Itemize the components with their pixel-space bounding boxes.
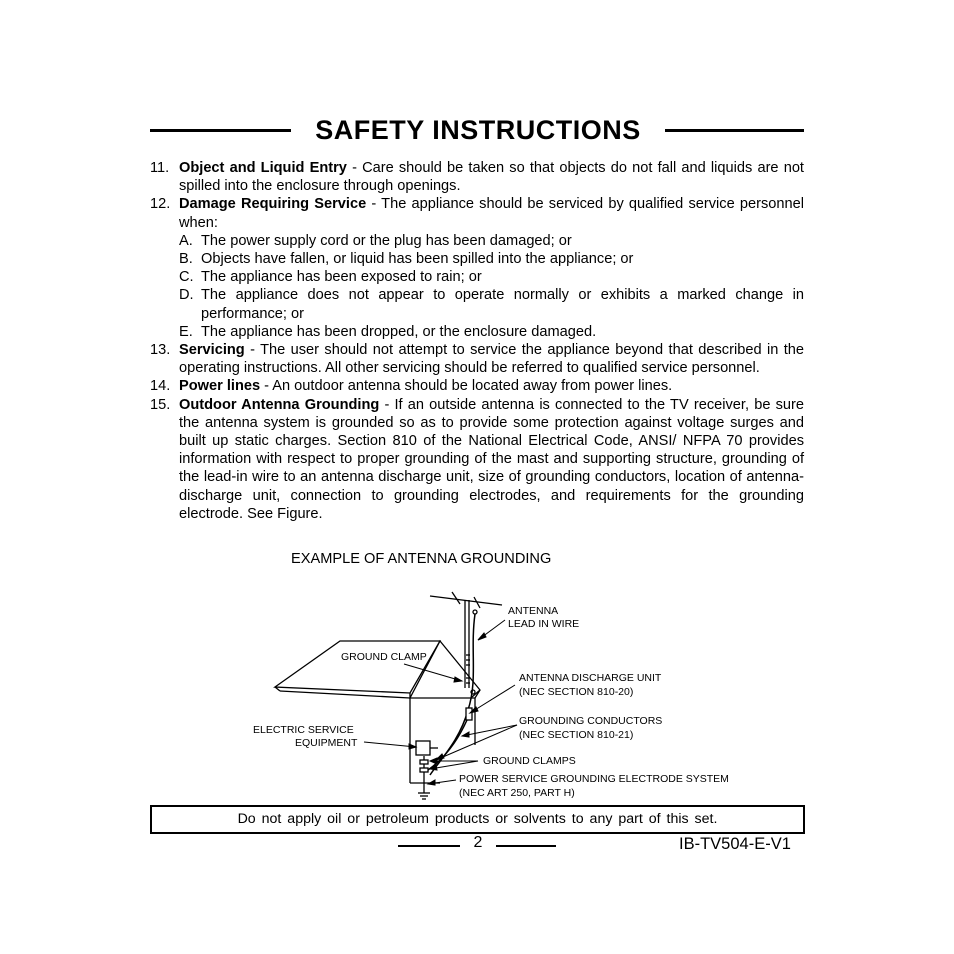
instruction-text: - If an outside antenna is connected to the TV receiver, be sure the antenna system is grounded so as to provide some protection against voltage surges and built up static charges. Section 810 of the National Electrical Code, ANSI/ NFPA 70 provides information with respect to proper grounding of the mast and supporting structure, grounding of the lead-in wire to an antenna discharge unit, size of grounding conductors, location of antenna-discharge unit, connection to grounding electrodes, and requirements for the grounding electrode. See Figure. [179, 396, 804, 522]
title-rule-left [150, 129, 291, 132]
instructions-list [150, 159, 804, 523]
sub-item-b: B. Objects have fallen, or liquid has been spilled into the appliance; or [179, 251, 634, 268]
sub-item-c: C. The appliance has been exposed to rain; or [179, 269, 482, 286]
instruction-text: - Care should be taken so that objects do not fall and liquids are not spilled into the enclosure through openings. [179, 160, 804, 195]
sub-item-e: E. The appliance has been dropped, or the enclosure damaged. [179, 323, 597, 340]
instruction-14: 14. Power lines - An outdoor antenna should be located away from power lines. [150, 378, 673, 395]
instruction-heading: Object and Liquid Entry [179, 160, 347, 176]
antenna-grounding-diagram [250, 590, 770, 802]
page-title: SAFETY INSTRUCTIONS [315, 115, 641, 145]
figure-title: EXAMPLE OF ANTENNA GROUNDING [291, 551, 552, 567]
document-code: IB-TV504-E-V1 [679, 835, 791, 853]
sub-item-a: A. The power supply cord or the plug has been damaged; or [179, 232, 572, 249]
discharge-unit [466, 708, 472, 720]
label-discharge-nec: (NEC SECTION 810-20) [519, 686, 634, 698]
label-electrode-nec: (NEC ART 250, PART H) [459, 787, 575, 799]
instruction-heading: Damage Requiring Service [179, 196, 367, 213]
electric-service-box [416, 741, 430, 755]
footer-rule-left [398, 845, 460, 847]
label-grounding-conductors: GROUNDING CONDUCTORS [519, 715, 663, 727]
instruction-text: - An outdoor antenna should be located away from power lines. [260, 378, 673, 395]
footer-rule-right [496, 845, 556, 847]
title-rule-right [665, 129, 804, 132]
instruction-heading: Servicing [179, 342, 245, 359]
instruction-12: 12. Damage Requiring Service - The appliance should be serviced by qualified service personnel when: A. The power supply cord or the plug has been damaged; or B. Objects have fallen, or liquid has been spilled into the appliance; or C. The appliance has been exposed to rain; or D. The appliance does not appear to operate normally or exhibits a marked change in performance; or E. The appliance has been dropped, or the enclosure damaged. [150, 196, 804, 340]
notice-box: Do not apply oil or petroleum products or solvents to any part of this set. [150, 805, 805, 834]
page-number: 2 [473, 834, 483, 851]
title-row [150, 112, 804, 148]
label-electrode-system: POWER SERVICE GROUNDING ELECTRODE SYSTEM [459, 773, 729, 785]
instruction-13: 13. Servicing - The user should not attempt to service the appliance beyond that described in the operating instructions. All other servicing should be referred to qualified service personnel. [150, 342, 804, 377]
instruction-15: 15. Outdoor Antenna Grounding - If an outside antenna is connected to the TV receiver, be sure the antenna system is grounded so as to provide some protection against voltage surges and built up static charges. Section 810 of the National Electrical Code, ANSI/ NFPA 70 provides information with respect to proper grounding of the mast and supporting structure, grounding of the lead-in wire to an antenna discharge unit, size of grounding conductors, location of antenna-discharge unit, connection to grounding electrodes, and requirements for the grounding electrode. See Figure. [150, 396, 804, 522]
instruction-heading: Outdoor Antenna Grounding [179, 396, 380, 413]
instruction-text: - The appliance should be serviced by qualified service personnel when: [179, 196, 804, 231]
label-electric-service: ELECTRIC SERVICE [253, 724, 354, 736]
label-antenna: ANTENNA [508, 605, 559, 617]
label-lead-in-wire: LEAD IN WIRE [508, 618, 580, 630]
label-equipment: EQUIPMENT [295, 737, 358, 749]
sub-item-d: D. The appliance does not appear to operate normally or exhibits a marked change in performance; or [179, 287, 804, 322]
label-ground-clamp: GROUND CLAMP [341, 651, 427, 663]
instruction-11: 11. Object and Liquid Entry - Care should be taken so that objects do not fall and liquids are not spilled into the enclosure through openings. [150, 160, 804, 195]
label-ground-clamps: GROUND CLAMPS [483, 755, 576, 767]
instruction-heading: Power lines [179, 378, 261, 395]
instruction-text: - The user should not attempt to service the appliance beyond that described in the operating instructions. All other servicing should be referred to qualified service personnel. [179, 342, 804, 377]
label-discharge-unit: ANTENNA DISCHARGE UNIT [519, 672, 662, 684]
label-conductors-nec: (NEC SECTION 810-21) [519, 729, 634, 741]
